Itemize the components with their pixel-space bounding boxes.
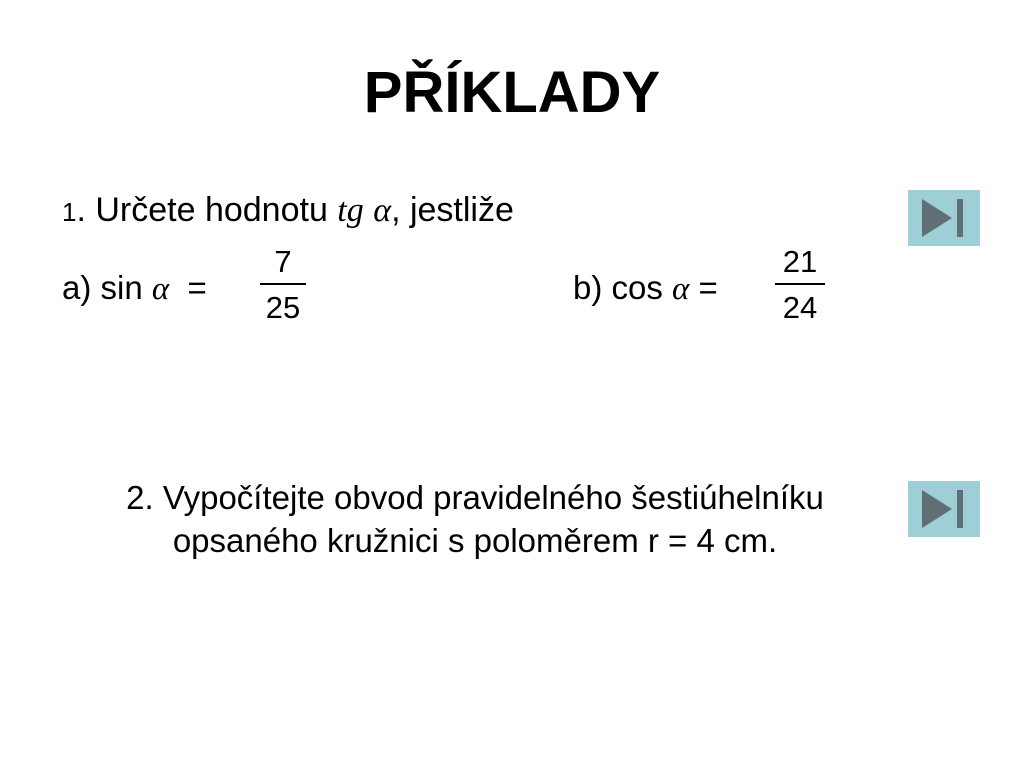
part-a-equals: = <box>187 269 207 306</box>
part-b-equals: = <box>698 269 718 306</box>
part-a-fraction <box>260 243 306 326</box>
task-1-solution-button[interactable] <box>908 190 980 246</box>
part-a-prefix: a) sin <box>62 269 143 306</box>
task-2-line-1: 2. Vypočítejte obvod pravidelného šestiúhelníku <box>126 479 824 516</box>
part-a-numerator: 7 <box>274 244 292 279</box>
task-1-number: 1 <box>62 197 77 227</box>
task-1-text-after: , jestliže <box>391 191 514 229</box>
end-play-icon <box>908 190 980 246</box>
part-b-fraction-bar <box>775 283 825 285</box>
part-b-alpha: α <box>672 271 690 307</box>
task-2-line-2: opsaného kružnici s poloměrem r = 4 cm. <box>172 521 778 559</box>
task-1-part-a <box>62 268 207 310</box>
task-2-solution-button[interactable] <box>908 481 980 537</box>
end-play-icon <box>908 481 980 537</box>
task-1-part-b <box>573 268 718 310</box>
alpha-symbol: α <box>373 192 392 229</box>
part-b-fraction <box>775 243 825 326</box>
task-1-prompt <box>62 190 514 232</box>
slide-title: PŘÍKLADY <box>363 60 661 125</box>
part-a-fraction-bar <box>260 283 306 285</box>
part-a-alpha: α <box>151 271 170 307</box>
part-a-denominator: 25 <box>265 289 301 325</box>
task-2-prompt <box>40 477 910 563</box>
tg-symbol: tg <box>337 192 364 229</box>
part-b-denominator: 24 <box>782 289 818 325</box>
part-b-prefix: b) cos <box>573 269 663 306</box>
part-b-numerator: 21 <box>782 244 818 279</box>
task-1-text-before: . Určete hodnotu <box>76 191 338 229</box>
